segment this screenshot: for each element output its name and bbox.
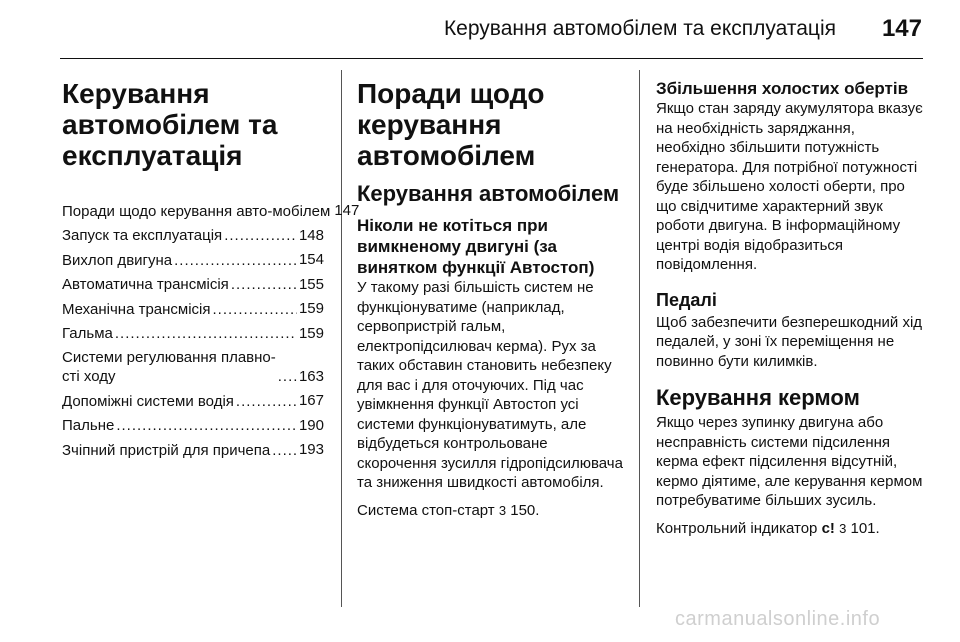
toc-item[interactable]: [62, 416, 324, 436]
toc-leader-dots: [276, 367, 297, 386]
column-divider-1: [341, 70, 342, 607]
toc-item[interactable]: [62, 275, 324, 295]
column-divider-2: [639, 70, 640, 607]
cross-reference: [656, 519, 928, 539]
idle-speed-heading: Збільшення холостих обертів: [656, 79, 909, 98]
toc-item[interactable]: [62, 250, 324, 270]
toc-item-title: Гальма: [62, 325, 113, 342]
watermark: carmanualsonline.info: [675, 608, 881, 630]
toc-item-title: Допоміжні системи водія: [62, 392, 234, 410]
toc-item-title: Поради щодо керування авто-мобілем: [62, 202, 331, 220]
header-title: Керування автомобілем та експлуатація: [443, 17, 836, 40]
toc-item-title: Системи регулювання плавно- сті ходу: [62, 349, 276, 385]
toc-item-title: Вихлоп двигуна: [62, 251, 173, 269]
table-of-contents: [62, 201, 360, 460]
steering-warning-icon: c!: [821, 519, 835, 537]
toc-item-page: 147: [334, 202, 360, 219]
steering-heading: Керування кермом: [656, 385, 860, 410]
toc-item-page: 159: [298, 300, 324, 317]
toc-leader-dots: [113, 324, 297, 343]
toc-item[interactable]: [62, 348, 324, 386]
section-heading: Поради щодо керування автомобілем: [357, 78, 545, 171]
paragraph: Якщо через зупинку двигуна або несправність системи підсилення керма ефект підсилення відсутній, кермо діятиме, але керування кермом потребуватиме більших зусиль.: [656, 414, 923, 509]
toc-item-page: 190: [298, 416, 324, 434]
subsection-heading: Керування автомобілем: [357, 181, 620, 206]
reference-page: 101.: [850, 519, 880, 537]
toc-leader-dots: [270, 441, 297, 460]
toc-item-page: 154: [298, 251, 324, 268]
reference-page: 150.: [510, 501, 540, 519]
reference-text: Система стоп-старт: [357, 501, 495, 519]
toc-item-page: 163: [298, 367, 324, 385]
toc-item-page: 159: [298, 324, 324, 342]
toc-item-page: 167: [298, 392, 324, 409]
toc-item[interactable]: [62, 299, 324, 319]
toc-leader-dots: [172, 251, 297, 270]
toc-item-page: 155: [298, 275, 324, 293]
cross-reference: [357, 501, 625, 521]
toc-item[interactable]: [62, 391, 324, 411]
toc-item-title: Автоматична трансмісія: [62, 276, 229, 293]
reference-text: Контрольний індикатор: [656, 519, 818, 537]
toc-item-title: Зчіпний пристрій для причепа: [62, 441, 271, 459]
toc-item[interactable]: [62, 226, 324, 246]
driving-hints-column: [357, 78, 625, 520]
paragraph: Якщо стан заряду акумулятора вказує на необхідність заряджання, необхідно збільшити потужність генератора. Для потрібної потужності буде збільшено холості оберти, про що свідчитиме характерний звук роботи двигуна. В інформаційному центрі водія відобразиться повідомлення.: [656, 100, 923, 273]
paragraph: Щоб забезпечити безперешкодний хід педалей, у зоні їх переміщення не повинно бути килимків.: [656, 313, 923, 370]
pedals-heading: Педалі: [656, 289, 717, 310]
paragraph: У такому разі більшість систем не функціонуватиме (наприклад, сервопристрій гальм, електропідсилювач керма). Рух за таких обставин становить небезпеку для вас і для оточуючих. Під час увімкнення функції Автостоп усі системи функціонуватимуть, але відбудеться контрольоване скорочення зусилля гідропідсилювача та зниження швидкості автомобіля.: [357, 279, 623, 491]
subsubsection-heading: Ніколи не котіться при вимкненому двигуні (за винятком функції Автостоп): [357, 216, 595, 277]
toc-item-title: Пальне: [62, 417, 115, 434]
header-rule: [60, 58, 923, 59]
toc-leader-dots: [114, 416, 297, 435]
page-number: 147: [881, 15, 922, 42]
chapter-column: [62, 78, 360, 465]
toc-leader-dots: [222, 226, 297, 245]
idle-speed-column: [656, 78, 928, 538]
toc-item[interactable]: [62, 201, 360, 221]
arrow-icon: 3: [839, 520, 847, 536]
toc-leader-dots: [229, 275, 297, 294]
toc-item[interactable]: [62, 324, 324, 344]
toc-item-title: Механічна трансмісія: [62, 300, 211, 318]
arrow-icon: 3: [498, 502, 507, 518]
toc-item-page: 148: [298, 226, 324, 244]
toc-item[interactable]: [62, 440, 324, 460]
toc-item-page: 193: [298, 441, 324, 458]
toc-leader-dots: [234, 392, 297, 411]
toc-leader-dots: [211, 300, 297, 319]
chapter-title: Керування автомобілем та експлуатація: [62, 78, 278, 171]
toc-item-title: Запуск та експлуатація: [62, 227, 223, 244]
